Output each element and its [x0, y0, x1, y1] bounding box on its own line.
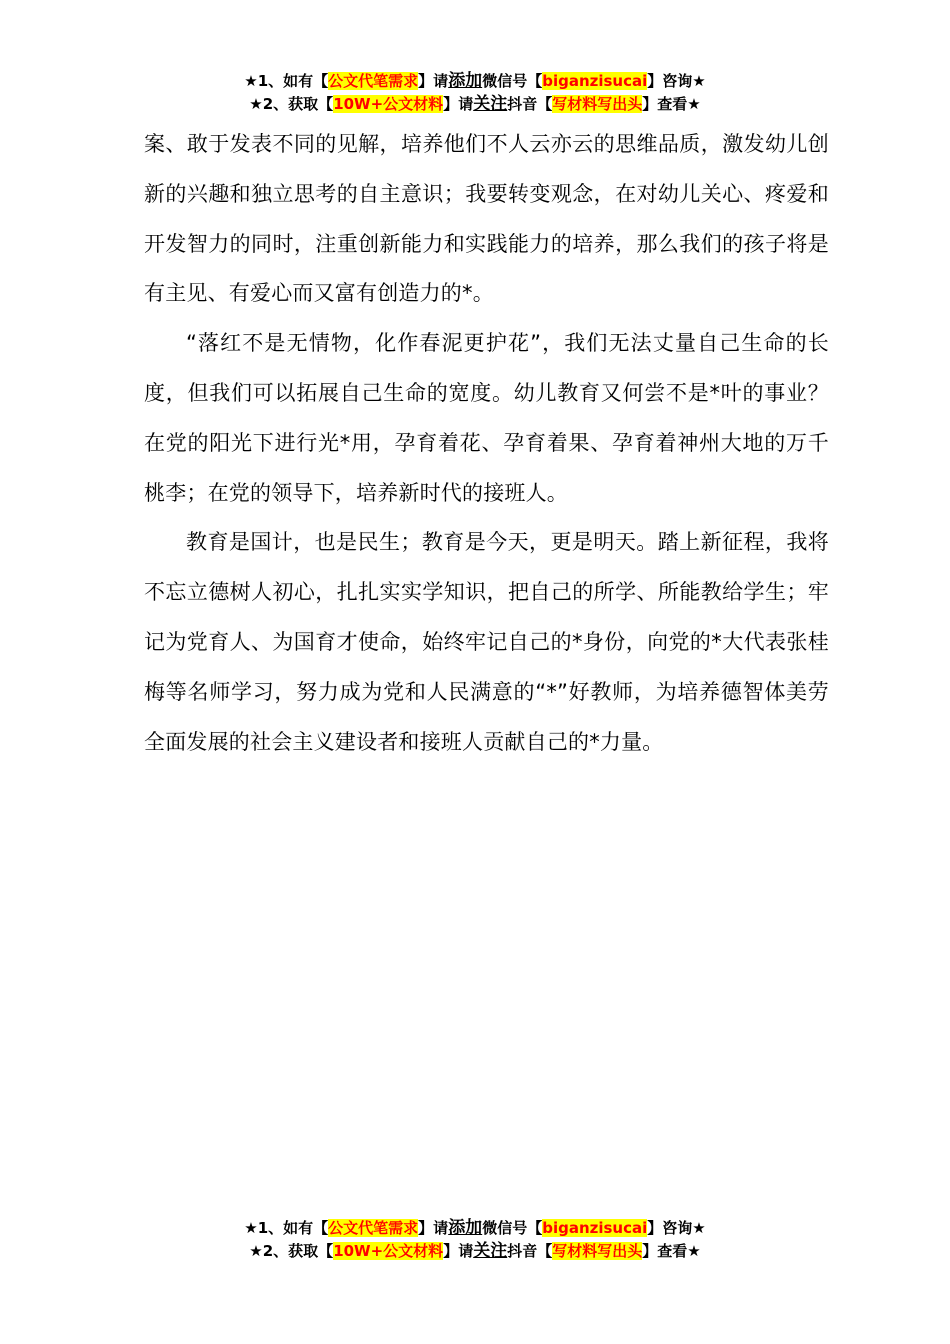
text-line: 给学生；牢记为党育人、为国育才使命，始终牢记自己的*身份，向 — [144, 580, 829, 654]
banner-text: ★2、获取【 — [249, 95, 334, 113]
emphasis-follow: 关注 — [473, 94, 508, 114]
text-line: 那么我们的孩子将是有主见、有爱心而又富有创造力的*。 — [144, 231, 829, 306]
banner-line-2 — [0, 1240, 950, 1263]
text-line: 州大地的万千桃李；在党的领导下，培养新时代的接班人。 — [144, 430, 830, 505]
banner-line-1 — [0, 70, 950, 93]
banner-text: 】查看★ — [642, 1242, 701, 1260]
banner-text: 】咨询★ — [647, 1219, 706, 1237]
text-line: 幼儿创新的兴趣和独立思考的自主意识；我要转变观念，在对幼儿 — [144, 132, 829, 206]
banner-line-1 — [0, 1217, 950, 1240]
emphasis-add: 添加 — [448, 1218, 483, 1238]
text-line: 师，为培养德智体美劳全面发展的社会主义建设者和接班人贡献自 — [144, 679, 829, 754]
banner-text: ★1、如有【 — [244, 1219, 329, 1237]
highlight-douyin-account: 写材料写出头 — [552, 1242, 643, 1260]
text-line: 己的*力量。 — [546, 729, 664, 754]
highlight-service: 公文代笔需求 — [328, 1219, 419, 1237]
banner-text: 】查看★ — [642, 95, 701, 113]
banner-text: 微信号【 — [482, 1219, 543, 1237]
banner-text: ★1、如有【 — [244, 72, 329, 90]
banner-text: ★2、获取【 — [249, 1242, 334, 1260]
paragraph-1-continued — [144, 120, 829, 319]
highlight-wechat-id: biganzisucai — [542, 72, 648, 90]
highlight-douyin-account: 写材料写出头 — [552, 95, 643, 113]
banner-text: 】请 — [418, 1219, 449, 1237]
bottom-banner — [0, 1217, 950, 1263]
text-line: 的事业？在党的阳光下进行光*用，孕育着花、孕育着果、孕育着神 — [144, 380, 829, 455]
banner-text: 】请 — [443, 1242, 474, 1260]
banner-text: 微信号【 — [482, 72, 543, 90]
text-line: 案、敢于发表不同的见解，培养他们不人云亦云的思维品质，激发 — [144, 132, 765, 156]
text-line: 党的*大代表张桂梅等名师学习，努力成为党和人民满意的“*”好教 — [144, 629, 829, 704]
text-line: 的长度，但我们可以拓展自己生命的宽度。幼儿教育又何尝不是*叶 — [144, 331, 829, 405]
paragraph-2 — [144, 319, 829, 518]
highlight-materials: 10W+公文材料 — [333, 1242, 444, 1260]
highlight-service: 公文代笔需求 — [328, 72, 419, 90]
banner-text: 抖音【 — [507, 1242, 553, 1260]
highlight-materials: 10W+公文材料 — [333, 95, 444, 113]
banner-text: 】咨询★ — [647, 72, 706, 90]
emphasis-add: 添加 — [448, 71, 483, 91]
text-line: 我将不忘立德树人初心，扎扎实实学知识，把自己的所学、所能教 — [144, 530, 829, 605]
emphasis-follow: 关注 — [473, 1241, 508, 1261]
text-line: 教育是国计，也是民生；教育是今天，更是明天。踏上新征程， — [186, 530, 787, 555]
paragraph-3 — [144, 518, 829, 767]
document-body — [144, 120, 829, 767]
banner-text: 抖音【 — [507, 95, 553, 113]
text-line: “落红不是无情物，化作春泥更护花”，我们无法丈量自己生命 — [186, 331, 786, 356]
top-banner — [0, 70, 950, 116]
banner-text: 】请 — [418, 72, 449, 90]
highlight-wechat-id: biganzisucai — [542, 1219, 648, 1237]
banner-text: 】请 — [443, 95, 474, 113]
text-line: 关心、疼爱和开发智力的同时，注重创新能力和实践能力的培养， — [144, 181, 829, 256]
banner-line-2 — [0, 93, 950, 116]
